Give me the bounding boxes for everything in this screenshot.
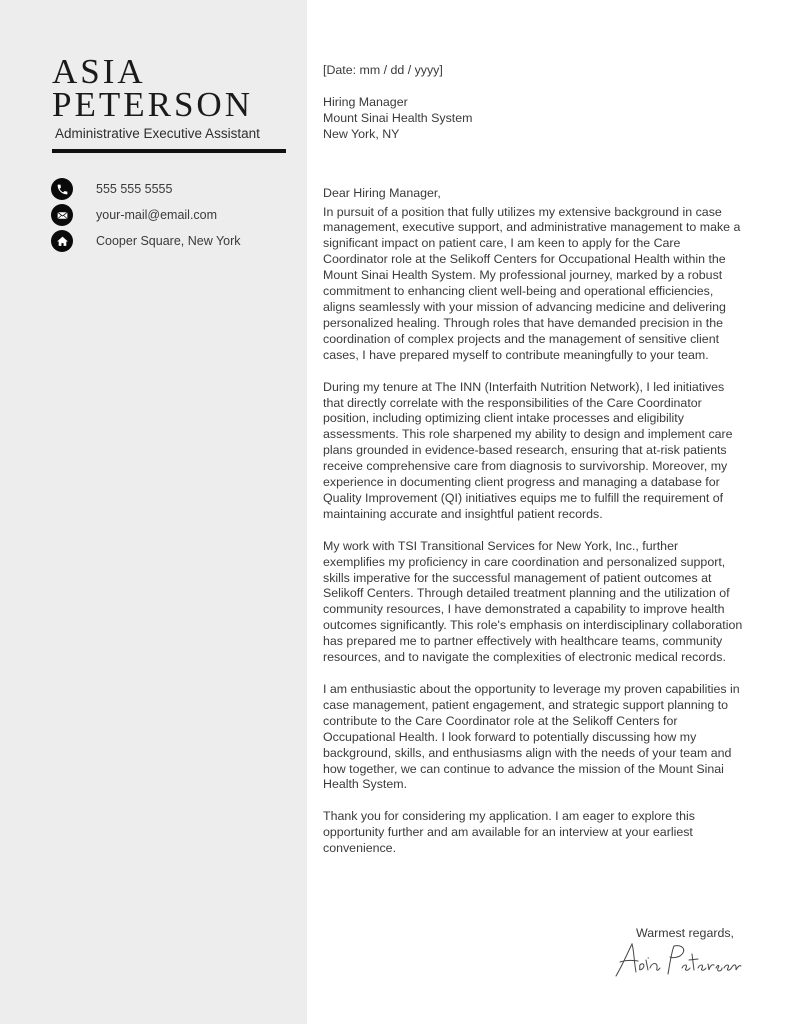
recipient-location: New York, NY [323, 126, 400, 141]
contact-phone [51, 176, 241, 202]
paragraph: Thank you for considering my application. I am eager to explore this opportunity further and am available for an interview at your earliest convenience. [323, 809, 695, 856]
envelope-icon [51, 204, 73, 226]
salutation: Dear Hiring Manager, [323, 185, 441, 200]
recipient-company: Mount Sinai Health System [323, 110, 473, 125]
email-address: your-mail@email.com [96, 208, 218, 222]
letter-date: [Date: mm / dd / yyyy] [323, 63, 443, 77]
home-icon [51, 230, 73, 252]
phone-number: 555 555 5555 [96, 182, 173, 196]
paragraph: During my tenure at The INN (Interfaith Nutrition Network), I led initiatives that directly correlate with the responsibilities of the Care Coordinator position, including optimizing client intake processes and eligibility assessments. This role sharpened my ability to design and implement care plans grounded in evidence-based research, ensuring that at-risk patients receive comprehensive care from diagnosis to survivorship. Moreover, my experience in documenting client progress and managing a database for Quality Improvement (QI) initiatives equips me to fulfill the requirement of maintaining accurate and insightful patient records. [323, 379, 733, 521]
job-title: Administrative Executive Assistant [55, 126, 260, 141]
contact-email [51, 202, 241, 228]
phone-icon [51, 178, 73, 200]
recipient-block [323, 95, 743, 143]
closing: Warmest regards, [636, 926, 734, 940]
contact-list [51, 176, 241, 254]
letter-body [323, 63, 743, 873]
candidate-name [52, 52, 253, 124]
paragraph: In pursuit of a position that fully utilizes my extensive background in case management, executive support, and administrative management to make a significant impact on patient care, I am keen to apply for the Care Coordinator role at the Selikoff Centers for Occupational Health within the Mount Sinai Health System. My professional journey, marked by a robust commitment to enhancing client well-being and operational efficiencies, aligns seamlessly with your mission of advancing medicine and delivering personalized healing. Through roles that have demanded precision in the coordination of complex projects and the management of sensitive client cases, I have prepared myself to contribute meaningfully to your team. [323, 204, 741, 362]
sidebar [0, 0, 307, 1024]
recipient-name: Hiring Manager [323, 94, 408, 109]
paragraph: My work with TSI Transitional Services for New York, Inc., further exemplifies my proficiency in care coordination and personalized support, skills imperative for the successful management of patient outcomes at Selikoff Centers. Through detailed treatment planning and the utilization of community resources, I have demonstrated a capability to improve health outcomes significantly. This role's emphasis on interdisciplinary collaboration has prepared me to partner effectively with healthcare teams, community resources, and to navigate the complexities of electronic medical records. [323, 538, 743, 665]
paragraph: I am enthusiastic about the opportunity to leverage my proven capabilities in case management, patient engagement, and strategic support planning to contribute to the Care Coordinator role at the Selikoff Centers for Occupational Health. I look forward to potentially discussing how my background, skills, and enthusiasms align with the needs of your team and how together, we can continue to advance the mission of the Mount Sinai Health System. [323, 682, 740, 792]
contact-address [51, 228, 241, 254]
divider [52, 149, 286, 153]
name-first: ASIA [52, 52, 146, 91]
address: Cooper Square, New York [96, 234, 241, 248]
name-last: PETERSON [52, 85, 253, 124]
signature [612, 938, 742, 980]
